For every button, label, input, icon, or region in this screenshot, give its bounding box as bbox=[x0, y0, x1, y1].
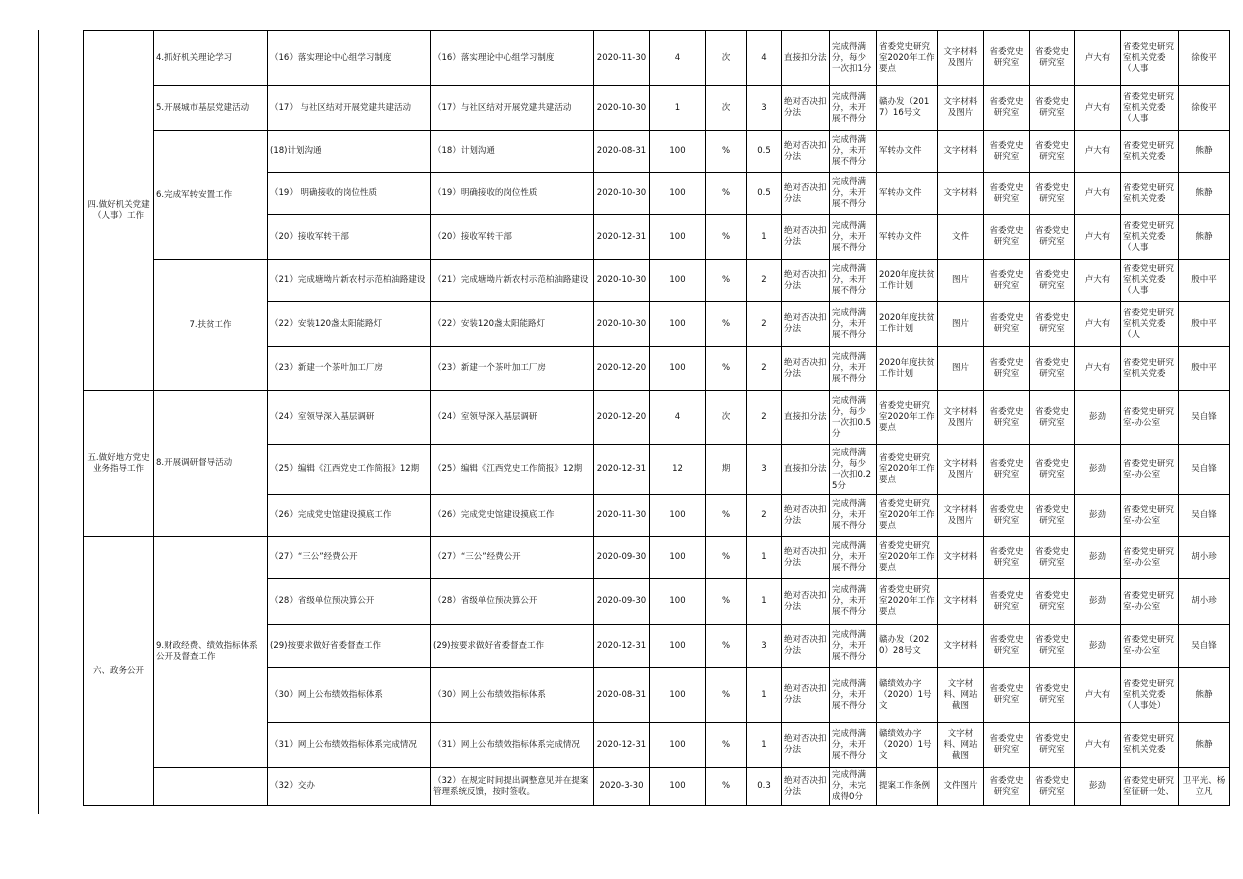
evidence-cell: 文字材料、网站截图 bbox=[938, 668, 984, 723]
deadline-cell: 2020-08-31 bbox=[594, 131, 650, 173]
weight-cell: 1 bbox=[747, 537, 782, 579]
evidence-cell: 文字材料及图片 bbox=[938, 391, 984, 445]
unit-cell: % bbox=[706, 495, 747, 537]
basis-document-cell: 军转办文件 bbox=[877, 215, 938, 260]
department-text: 省委党史研究室机关党委（人事 bbox=[1123, 220, 1175, 253]
responsible-unit-cell: 省委党史研究室 bbox=[1030, 302, 1075, 347]
scoring-rule-cell: 完成得满分，未开展不得分 bbox=[830, 723, 877, 768]
category-cell: 六、政务公开 bbox=[84, 537, 154, 806]
weight-cell: 2 bbox=[747, 495, 782, 537]
contact-person-cell: 吴自锋 bbox=[1179, 495, 1230, 537]
table-row bbox=[84, 31, 1230, 86]
scoring-rule-cell: 完成得满分，每少一次扣0.25分 bbox=[830, 445, 877, 495]
department-text: 省委党史研究室机关党委（人事处） bbox=[1123, 678, 1175, 711]
department-cell bbox=[1121, 625, 1179, 668]
task-cell: 8.开展调研督导活动 bbox=[154, 391, 268, 537]
department-cell bbox=[1121, 31, 1179, 86]
unit-cell: 期 bbox=[706, 445, 747, 495]
scoring-rule-cell: 完成得满分，未开展不得分 bbox=[830, 131, 877, 173]
contact-person-cell: 徐俊平 bbox=[1179, 86, 1230, 131]
deadline-cell: 2020-12-31 bbox=[594, 215, 650, 260]
standard-cell: （24）室领导深入基层调研 bbox=[431, 391, 594, 445]
unit-cell: % bbox=[706, 302, 747, 347]
scoring-method-cell: 绝对否决扣分法 bbox=[782, 86, 830, 131]
standard-cell: （22）安装120盏太阳能路灯 bbox=[431, 302, 594, 347]
department-text: 省委党史研究室机关党委（人 bbox=[1123, 307, 1175, 340]
department-cell bbox=[1121, 537, 1179, 579]
weight-cell: 0.5 bbox=[747, 131, 782, 173]
scoring-method-cell: 直接扣分法 bbox=[782, 445, 830, 495]
basis-document-cell: 省委党史研究室2020年工作要点 bbox=[877, 445, 938, 495]
scoring-rule-cell: 完成得满分，未开展不得分 bbox=[830, 215, 877, 260]
task-cell: 4.抓好机关理论学习 bbox=[154, 31, 268, 86]
basis-document-cell: 省委党史研究室2020年工作要点 bbox=[877, 537, 938, 579]
evidence-cell: 图片 bbox=[938, 347, 984, 391]
contact-person-cell: 卫平光、杨立凡 bbox=[1179, 768, 1230, 806]
table-row bbox=[84, 537, 1230, 579]
deadline-cell: 2020-3-30 bbox=[594, 768, 650, 806]
department-text: 省委党史研究室-办公室 bbox=[1123, 590, 1175, 612]
target-value-cell: 100 bbox=[650, 723, 706, 768]
unit-cell: % bbox=[706, 173, 747, 215]
weight-cell: 1 bbox=[747, 723, 782, 768]
table-row bbox=[84, 768, 1230, 806]
contact-person-cell: 熊静 bbox=[1179, 668, 1230, 723]
evidence-cell: 文字材料、网站截图 bbox=[938, 723, 984, 768]
leader-cell: 卢大有 bbox=[1075, 215, 1121, 260]
lead-unit-cell: 省委党史研究室 bbox=[984, 579, 1030, 625]
department-cell bbox=[1121, 347, 1179, 391]
department-cell bbox=[1121, 131, 1179, 173]
standard-cell: （18）计划沟通 bbox=[431, 131, 594, 173]
scoring-rule-cell: 完成得满分，未开展不得分 bbox=[830, 579, 877, 625]
contact-person-cell: 徐俊平 bbox=[1179, 31, 1230, 86]
indicator-cell: （25）编辑《江西党史工作简报》12期 bbox=[268, 445, 431, 495]
department-cell bbox=[1121, 668, 1179, 723]
department-cell bbox=[1121, 723, 1179, 768]
lead-unit-cell: 省委党史研究室 bbox=[984, 131, 1030, 173]
responsible-unit-cell: 省委党史研究室 bbox=[1030, 31, 1075, 86]
target-value-cell: 4 bbox=[650, 391, 706, 445]
contact-person-cell: 殷中平 bbox=[1179, 302, 1230, 347]
deadline-cell: 2020-10-30 bbox=[594, 173, 650, 215]
deadline-cell: 2020-12-20 bbox=[594, 391, 650, 445]
standard-cell: （20）接收军转干部 bbox=[431, 215, 594, 260]
department-cell bbox=[1121, 86, 1179, 131]
basis-document-cell: 赣绩效办字（2020）1号文 bbox=[877, 723, 938, 768]
department-cell bbox=[1121, 302, 1179, 347]
scoring-method-cell: 绝对否决扣分法 bbox=[782, 723, 830, 768]
indicator-cell: (29)按要求做好省委督查工作 bbox=[268, 625, 431, 668]
weight-cell: 4 bbox=[747, 31, 782, 86]
lead-unit-cell: 省委党史研究室 bbox=[984, 445, 1030, 495]
lead-unit-cell: 省委党史研究室 bbox=[984, 86, 1030, 131]
target-value-cell: 100 bbox=[650, 579, 706, 625]
evidence-cell: 文字材料 bbox=[938, 173, 984, 215]
department-cell bbox=[1121, 445, 1179, 495]
evidence-cell: 文字材料及图片 bbox=[938, 86, 984, 131]
responsible-unit-cell: 省委党史研究室 bbox=[1030, 131, 1075, 173]
weight-cell: 1 bbox=[747, 579, 782, 625]
deadline-cell: 2020-12-31 bbox=[594, 625, 650, 668]
target-value-cell: 100 bbox=[650, 625, 706, 668]
leader-cell: 彭劲 bbox=[1075, 768, 1121, 806]
leader-cell: 彭劲 bbox=[1075, 625, 1121, 668]
department-cell bbox=[1121, 495, 1179, 537]
lead-unit-cell: 省委党史研究室 bbox=[984, 31, 1030, 86]
responsible-unit-cell: 省委党史研究室 bbox=[1030, 768, 1075, 806]
basis-document-cell: 省委党史研究室2020年工作要点 bbox=[877, 31, 938, 86]
table-row bbox=[84, 260, 1230, 302]
basis-document-cell: 2020年度扶贫工作计划 bbox=[877, 260, 938, 302]
deadline-cell: 2020-09-30 bbox=[594, 537, 650, 579]
standard-cell: （32）在规定时间提出调整意见并在提案管理系统反馈，按时签收。 bbox=[431, 768, 594, 806]
basis-document-cell: 提案工作条例 bbox=[877, 768, 938, 806]
lead-unit-cell: 省委党史研究室 bbox=[984, 302, 1030, 347]
scoring-method-cell: 绝对否决扣分法 bbox=[782, 260, 830, 302]
page-left-rule bbox=[38, 30, 39, 814]
leader-cell: 卢大有 bbox=[1075, 347, 1121, 391]
scoring-method-cell: 绝对否决扣分法 bbox=[782, 215, 830, 260]
contact-person-cell: 熊静 bbox=[1179, 173, 1230, 215]
lead-unit-cell: 省委党史研究室 bbox=[984, 768, 1030, 806]
scoring-method-cell: 绝对否决扣分法 bbox=[782, 131, 830, 173]
evidence-cell: 文字材料及图片 bbox=[938, 445, 984, 495]
evidence-cell: 图片 bbox=[938, 302, 984, 347]
lead-unit-cell: 省委党史研究室 bbox=[984, 537, 1030, 579]
deadline-cell: 2020-12-20 bbox=[594, 347, 650, 391]
scoring-method-cell: 直接扣分法 bbox=[782, 391, 830, 445]
contact-person-cell: 吴自锋 bbox=[1179, 391, 1230, 445]
target-value-cell: 4 bbox=[650, 31, 706, 86]
deadline-cell: 2020-10-30 bbox=[594, 302, 650, 347]
deadline-cell: 2020-10-30 bbox=[594, 260, 650, 302]
responsible-unit-cell: 省委党史研究室 bbox=[1030, 445, 1075, 495]
task-cell: 9.财政经费、绩效指标体系公开及督查工作 bbox=[154, 537, 268, 768]
unit-cell: % bbox=[706, 537, 747, 579]
unit-cell: % bbox=[706, 625, 747, 668]
target-value-cell: 12 bbox=[650, 445, 706, 495]
responsible-unit-cell: 省委党史研究室 bbox=[1030, 260, 1075, 302]
department-cell bbox=[1121, 215, 1179, 260]
responsible-unit-cell: 省委党史研究室 bbox=[1030, 625, 1075, 668]
department-text: 省委党史研究室机关党委 bbox=[1123, 357, 1175, 379]
scoring-method-cell: 绝对否决扣分法 bbox=[782, 537, 830, 579]
leader-cell: 卢大有 bbox=[1075, 668, 1121, 723]
scoring-method-cell: 绝对否决扣分法 bbox=[782, 302, 830, 347]
standard-cell: （17）与社区结对开展党建共建活动 bbox=[431, 86, 594, 131]
deadline-cell: 2020-12-31 bbox=[594, 445, 650, 495]
department-text: 省委党史研究室-办公室 bbox=[1123, 635, 1175, 656]
indicator-cell: （16）落实理论中心组学习制度 bbox=[268, 31, 431, 86]
scoring-method-cell: 绝对否决扣分法 bbox=[782, 347, 830, 391]
indicator-cell: （21）完成塘坳片新农村示范柏油路建设 bbox=[268, 260, 431, 302]
responsible-unit-cell: 省委党史研究室 bbox=[1030, 173, 1075, 215]
evidence-cell: 文件 bbox=[938, 215, 984, 260]
indicator-cell: （22）安装120盏太阳能路灯 bbox=[268, 302, 431, 347]
responsible-unit-cell: 省委党史研究室 bbox=[1030, 495, 1075, 537]
standard-cell: （25）编辑《江西党史工作简报》12期 bbox=[431, 445, 594, 495]
scoring-rule-cell: 完成得满分，未开展不得分 bbox=[830, 537, 877, 579]
unit-cell: % bbox=[706, 668, 747, 723]
scoring-method-cell: 直接扣分法 bbox=[782, 31, 830, 86]
leader-cell: 卢大有 bbox=[1075, 173, 1121, 215]
scoring-method-cell: 绝对否决扣分法 bbox=[782, 579, 830, 625]
leader-cell: 卢大有 bbox=[1075, 723, 1121, 768]
scoring-rule-cell: 完成得满分，未开展不得分 bbox=[830, 86, 877, 131]
weight-cell: 2 bbox=[747, 302, 782, 347]
basis-document-cell: 省委党史研究室2020年工作要点 bbox=[877, 579, 938, 625]
task-cell: 7.扶贫工作 bbox=[154, 260, 268, 391]
lead-unit-cell: 省委党史研究室 bbox=[984, 391, 1030, 445]
target-value-cell: 100 bbox=[650, 173, 706, 215]
responsible-unit-cell: 省委党史研究室 bbox=[1030, 347, 1075, 391]
department-text: 省委党史研究室机关党委（人事 bbox=[1123, 41, 1175, 74]
weight-cell: 3 bbox=[747, 625, 782, 668]
standard-cell: （19）明确接收的岗位性质 bbox=[431, 173, 594, 215]
responsible-unit-cell: 省委党史研究室 bbox=[1030, 215, 1075, 260]
unit-cell: 次 bbox=[706, 391, 747, 445]
lead-unit-cell: 省委党史研究室 bbox=[984, 173, 1030, 215]
department-cell bbox=[1121, 768, 1179, 806]
indicator-cell: （32）交办 bbox=[268, 768, 431, 806]
lead-unit-cell: 省委党史研究室 bbox=[984, 495, 1030, 537]
department-text: 省委党史研究室-办公室 bbox=[1123, 546, 1175, 568]
evidence-cell: 文件图片 bbox=[938, 768, 984, 806]
lead-unit-cell: 省委党史研究室 bbox=[984, 723, 1030, 768]
indicator-cell: （31）网上公布绩效指标体系完成情况 bbox=[268, 723, 431, 768]
evidence-cell: 文字材料及图片 bbox=[938, 31, 984, 86]
leader-cell: 彭劲 bbox=[1075, 579, 1121, 625]
scoring-rule-cell: 完成得满分，每少一次扣0.5分 bbox=[830, 391, 877, 445]
target-value-cell: 100 bbox=[650, 302, 706, 347]
indicator-cell: （30）网上公布绩效指标体系 bbox=[268, 668, 431, 723]
leader-cell: 彭劲 bbox=[1075, 445, 1121, 495]
contact-person-cell: 殷中平 bbox=[1179, 347, 1230, 391]
basis-document-cell: 赣绩效办字（2020）1号文 bbox=[877, 668, 938, 723]
target-value-cell: 100 bbox=[650, 260, 706, 302]
responsible-unit-cell: 省委党史研究室 bbox=[1030, 537, 1075, 579]
responsible-unit-cell: 省委党史研究室 bbox=[1030, 86, 1075, 131]
scoring-method-cell: 绝对否决扣分法 bbox=[782, 173, 830, 215]
deadline-cell: 2020-11-30 bbox=[594, 495, 650, 537]
department-text: 省委党史研究室-办公室 bbox=[1123, 504, 1175, 526]
table-row bbox=[84, 391, 1230, 445]
target-value-cell: 100 bbox=[650, 131, 706, 173]
weight-cell: 3 bbox=[747, 445, 782, 495]
scoring-method-cell: 绝对否决扣分法 bbox=[782, 495, 830, 537]
contact-person-cell: 吴自锋 bbox=[1179, 625, 1230, 668]
contact-person-cell: 殷中平 bbox=[1179, 260, 1230, 302]
weight-cell: 2 bbox=[747, 347, 782, 391]
leader-cell: 卢大有 bbox=[1075, 86, 1121, 131]
evidence-cell: 文字材料及图片 bbox=[938, 495, 984, 537]
responsible-unit-cell: 省委党史研究室 bbox=[1030, 723, 1075, 768]
performance-indicator-table bbox=[83, 30, 1230, 806]
task-cell: 5.开展城市基层党建活动 bbox=[154, 86, 268, 131]
contact-person-cell: 胡小珍 bbox=[1179, 537, 1230, 579]
unit-cell: % bbox=[706, 579, 747, 625]
scoring-rule-cell: 完成得满分，未开展不得分 bbox=[830, 173, 877, 215]
target-value-cell: 100 bbox=[650, 537, 706, 579]
department-text: 省委党史研究室机关党委 bbox=[1123, 182, 1175, 204]
standard-cell: （16）落实理论中心组学习制度 bbox=[431, 31, 594, 86]
unit-cell: % bbox=[706, 215, 747, 260]
leader-cell: 卢大有 bbox=[1075, 31, 1121, 86]
standard-cell: （30）网上公布绩效指标体系 bbox=[431, 668, 594, 723]
standard-cell: （28）省级单位预决算公开 bbox=[431, 579, 594, 625]
lead-unit-cell: 省委党史研究室 bbox=[984, 668, 1030, 723]
lead-unit-cell: 省委党史研究室 bbox=[984, 260, 1030, 302]
scoring-rule-cell: 完成得满分，未开展不得分 bbox=[830, 347, 877, 391]
evidence-cell: 文字材料 bbox=[938, 625, 984, 668]
task-cell: 6.完成军转安置工作 bbox=[154, 131, 268, 260]
indicator-cell: （26）完成党史馆建设摸底工作 bbox=[268, 495, 431, 537]
table-row bbox=[84, 86, 1230, 131]
leader-cell: 卢大有 bbox=[1075, 131, 1121, 173]
contact-person-cell: 熊静 bbox=[1179, 723, 1230, 768]
indicator-cell: （28）省级单位预决算公开 bbox=[268, 579, 431, 625]
leader-cell: 卢大有 bbox=[1075, 260, 1121, 302]
contact-person-cell: 熊静 bbox=[1179, 215, 1230, 260]
category-cell: 五.做好地方党史业务指导工作 bbox=[84, 391, 154, 537]
scoring-method-cell: 绝对否决扣分法 bbox=[782, 625, 830, 668]
weight-cell: 0.3 bbox=[747, 768, 782, 806]
indicator-cell: （19） 明确接收的岗位性质 bbox=[268, 173, 431, 215]
scoring-method-cell: 绝对否决扣分法 bbox=[782, 768, 830, 806]
scoring-rule-cell: 完成得满分，未开展不得分 bbox=[830, 668, 877, 723]
scoring-method-cell: 绝对否决扣分法 bbox=[782, 668, 830, 723]
department-text: 省委党史研究室机关党委 bbox=[1123, 140, 1175, 162]
scoring-rule-cell: 完成得满分，每少一次扣1分 bbox=[830, 31, 877, 86]
evidence-cell: 图片 bbox=[938, 260, 984, 302]
leader-cell: 彭劲 bbox=[1075, 537, 1121, 579]
leader-cell: 彭劲 bbox=[1075, 391, 1121, 445]
deadline-cell: 2020-12-31 bbox=[594, 723, 650, 768]
scoring-rule-cell: 完成得满分，未开展不得分 bbox=[830, 260, 877, 302]
weight-cell: 2 bbox=[747, 391, 782, 445]
unit-cell: 次 bbox=[706, 86, 747, 131]
department-text: 省委党史研究室-办公室 bbox=[1123, 458, 1175, 480]
indicator-cell: （24）室领导深入基层调研 bbox=[268, 391, 431, 445]
scoring-rule-cell: 完成得满分，未开展不得分 bbox=[830, 625, 877, 668]
scoring-rule-cell: 完成得满分，未完成得0分 bbox=[830, 768, 877, 806]
scoring-rule-cell: 完成得满分，未开展不得分 bbox=[830, 302, 877, 347]
target-value-cell: 100 bbox=[650, 768, 706, 806]
leader-cell: 彭劲 bbox=[1075, 495, 1121, 537]
unit-cell: % bbox=[706, 131, 747, 173]
contact-person-cell: 吴自锋 bbox=[1179, 445, 1230, 495]
department-text: 省委党史研究室征研一处、 bbox=[1123, 775, 1175, 797]
standard-cell: （27）“三公”经费公开 bbox=[431, 537, 594, 579]
indicator-cell: （23）新建一个茶叶加工厂房 bbox=[268, 347, 431, 391]
standard-cell: （23）新建一个茶叶加工厂房 bbox=[431, 347, 594, 391]
department-text: 省委党史研究室机关党委（人事 bbox=[1123, 264, 1175, 296]
unit-cell: % bbox=[706, 723, 747, 768]
contact-person-cell: 熊静 bbox=[1179, 131, 1230, 173]
indicator-cell: （27）“三公”经费公开 bbox=[268, 537, 431, 579]
department-text: 省委党史研究室机关党委 bbox=[1123, 734, 1175, 755]
task-cell bbox=[154, 768, 268, 806]
standard-cell: （31）网上公布绩效指标体系完成情况 bbox=[431, 723, 594, 768]
standard-cell: (29)按要求做好省委督查工作 bbox=[431, 625, 594, 668]
weight-cell: 3 bbox=[747, 86, 782, 131]
deadline-cell: 2020-11-30 bbox=[594, 31, 650, 86]
category-cell: 四.做好机关党建（人事）工作 bbox=[84, 31, 154, 391]
basis-document-cell: 赣办发（2017）16号文 bbox=[877, 86, 938, 131]
basis-document-cell: 2020年度扶贫工作计划 bbox=[877, 347, 938, 391]
responsible-unit-cell: 省委党史研究室 bbox=[1030, 391, 1075, 445]
weight-cell: 1 bbox=[747, 668, 782, 723]
target-value-cell: 100 bbox=[650, 215, 706, 260]
scoring-rule-cell: 完成得满分，未开展不得分 bbox=[830, 495, 877, 537]
basis-document-cell: 赣办发（2020）28号文 bbox=[877, 625, 938, 668]
table-body bbox=[84, 31, 1230, 806]
department-cell bbox=[1121, 260, 1179, 302]
unit-cell: % bbox=[706, 347, 747, 391]
deadline-cell: 2020-10-30 bbox=[594, 86, 650, 131]
department-cell bbox=[1121, 579, 1179, 625]
lead-unit-cell: 省委党史研究室 bbox=[984, 347, 1030, 391]
target-value-cell: 100 bbox=[650, 347, 706, 391]
indicator-cell: (18)计划沟通 bbox=[268, 131, 431, 173]
contact-person-cell: 胡小珍 bbox=[1179, 579, 1230, 625]
responsible-unit-cell: 省委党史研究室 bbox=[1030, 668, 1075, 723]
weight-cell: 2 bbox=[747, 260, 782, 302]
target-value-cell: 1 bbox=[650, 86, 706, 131]
weight-cell: 0.5 bbox=[747, 173, 782, 215]
basis-document-cell: 省委党史研究室2020年工作要点 bbox=[877, 391, 938, 445]
responsible-unit-cell: 省委党史研究室 bbox=[1030, 579, 1075, 625]
indicator-cell: （20）接收军转干部 bbox=[268, 215, 431, 260]
unit-cell: % bbox=[706, 768, 747, 806]
table-row bbox=[84, 131, 1230, 173]
lead-unit-cell: 省委党史研究室 bbox=[984, 215, 1030, 260]
department-cell bbox=[1121, 173, 1179, 215]
weight-cell: 1 bbox=[747, 215, 782, 260]
lead-unit-cell: 省委党史研究室 bbox=[984, 625, 1030, 668]
basis-document-cell: 2020年度扶贫工作计划 bbox=[877, 302, 938, 347]
unit-cell: 次 bbox=[706, 31, 747, 86]
basis-document-cell: 军转办文件 bbox=[877, 173, 938, 215]
basis-document-cell: 军转办文件 bbox=[877, 131, 938, 173]
indicator-cell: （17） 与社区结对开展党建共建活动 bbox=[268, 86, 431, 131]
standard-cell: （21）完成塘坳片新农村示范柏油路建设 bbox=[431, 260, 594, 302]
department-text: 省委党史研究室-办公室 bbox=[1123, 406, 1175, 428]
evidence-cell: 文字材料 bbox=[938, 131, 984, 173]
standard-cell: （26）完成党史馆建设摸底工作 bbox=[431, 495, 594, 537]
unit-cell: % bbox=[706, 260, 747, 302]
basis-document-cell: 省委党史研究室2020年工作要点 bbox=[877, 495, 938, 537]
leader-cell: 卢大有 bbox=[1075, 302, 1121, 347]
evidence-cell: 文字材料 bbox=[938, 537, 984, 579]
deadline-cell: 2020-08-31 bbox=[594, 668, 650, 723]
target-value-cell: 100 bbox=[650, 668, 706, 723]
evidence-cell: 文字材料 bbox=[938, 579, 984, 625]
department-text: 省委党史研究室机关党委（人事 bbox=[1123, 91, 1175, 124]
target-value-cell: 100 bbox=[650, 495, 706, 537]
deadline-cell: 2020-09-30 bbox=[594, 579, 650, 625]
department-cell bbox=[1121, 391, 1179, 445]
